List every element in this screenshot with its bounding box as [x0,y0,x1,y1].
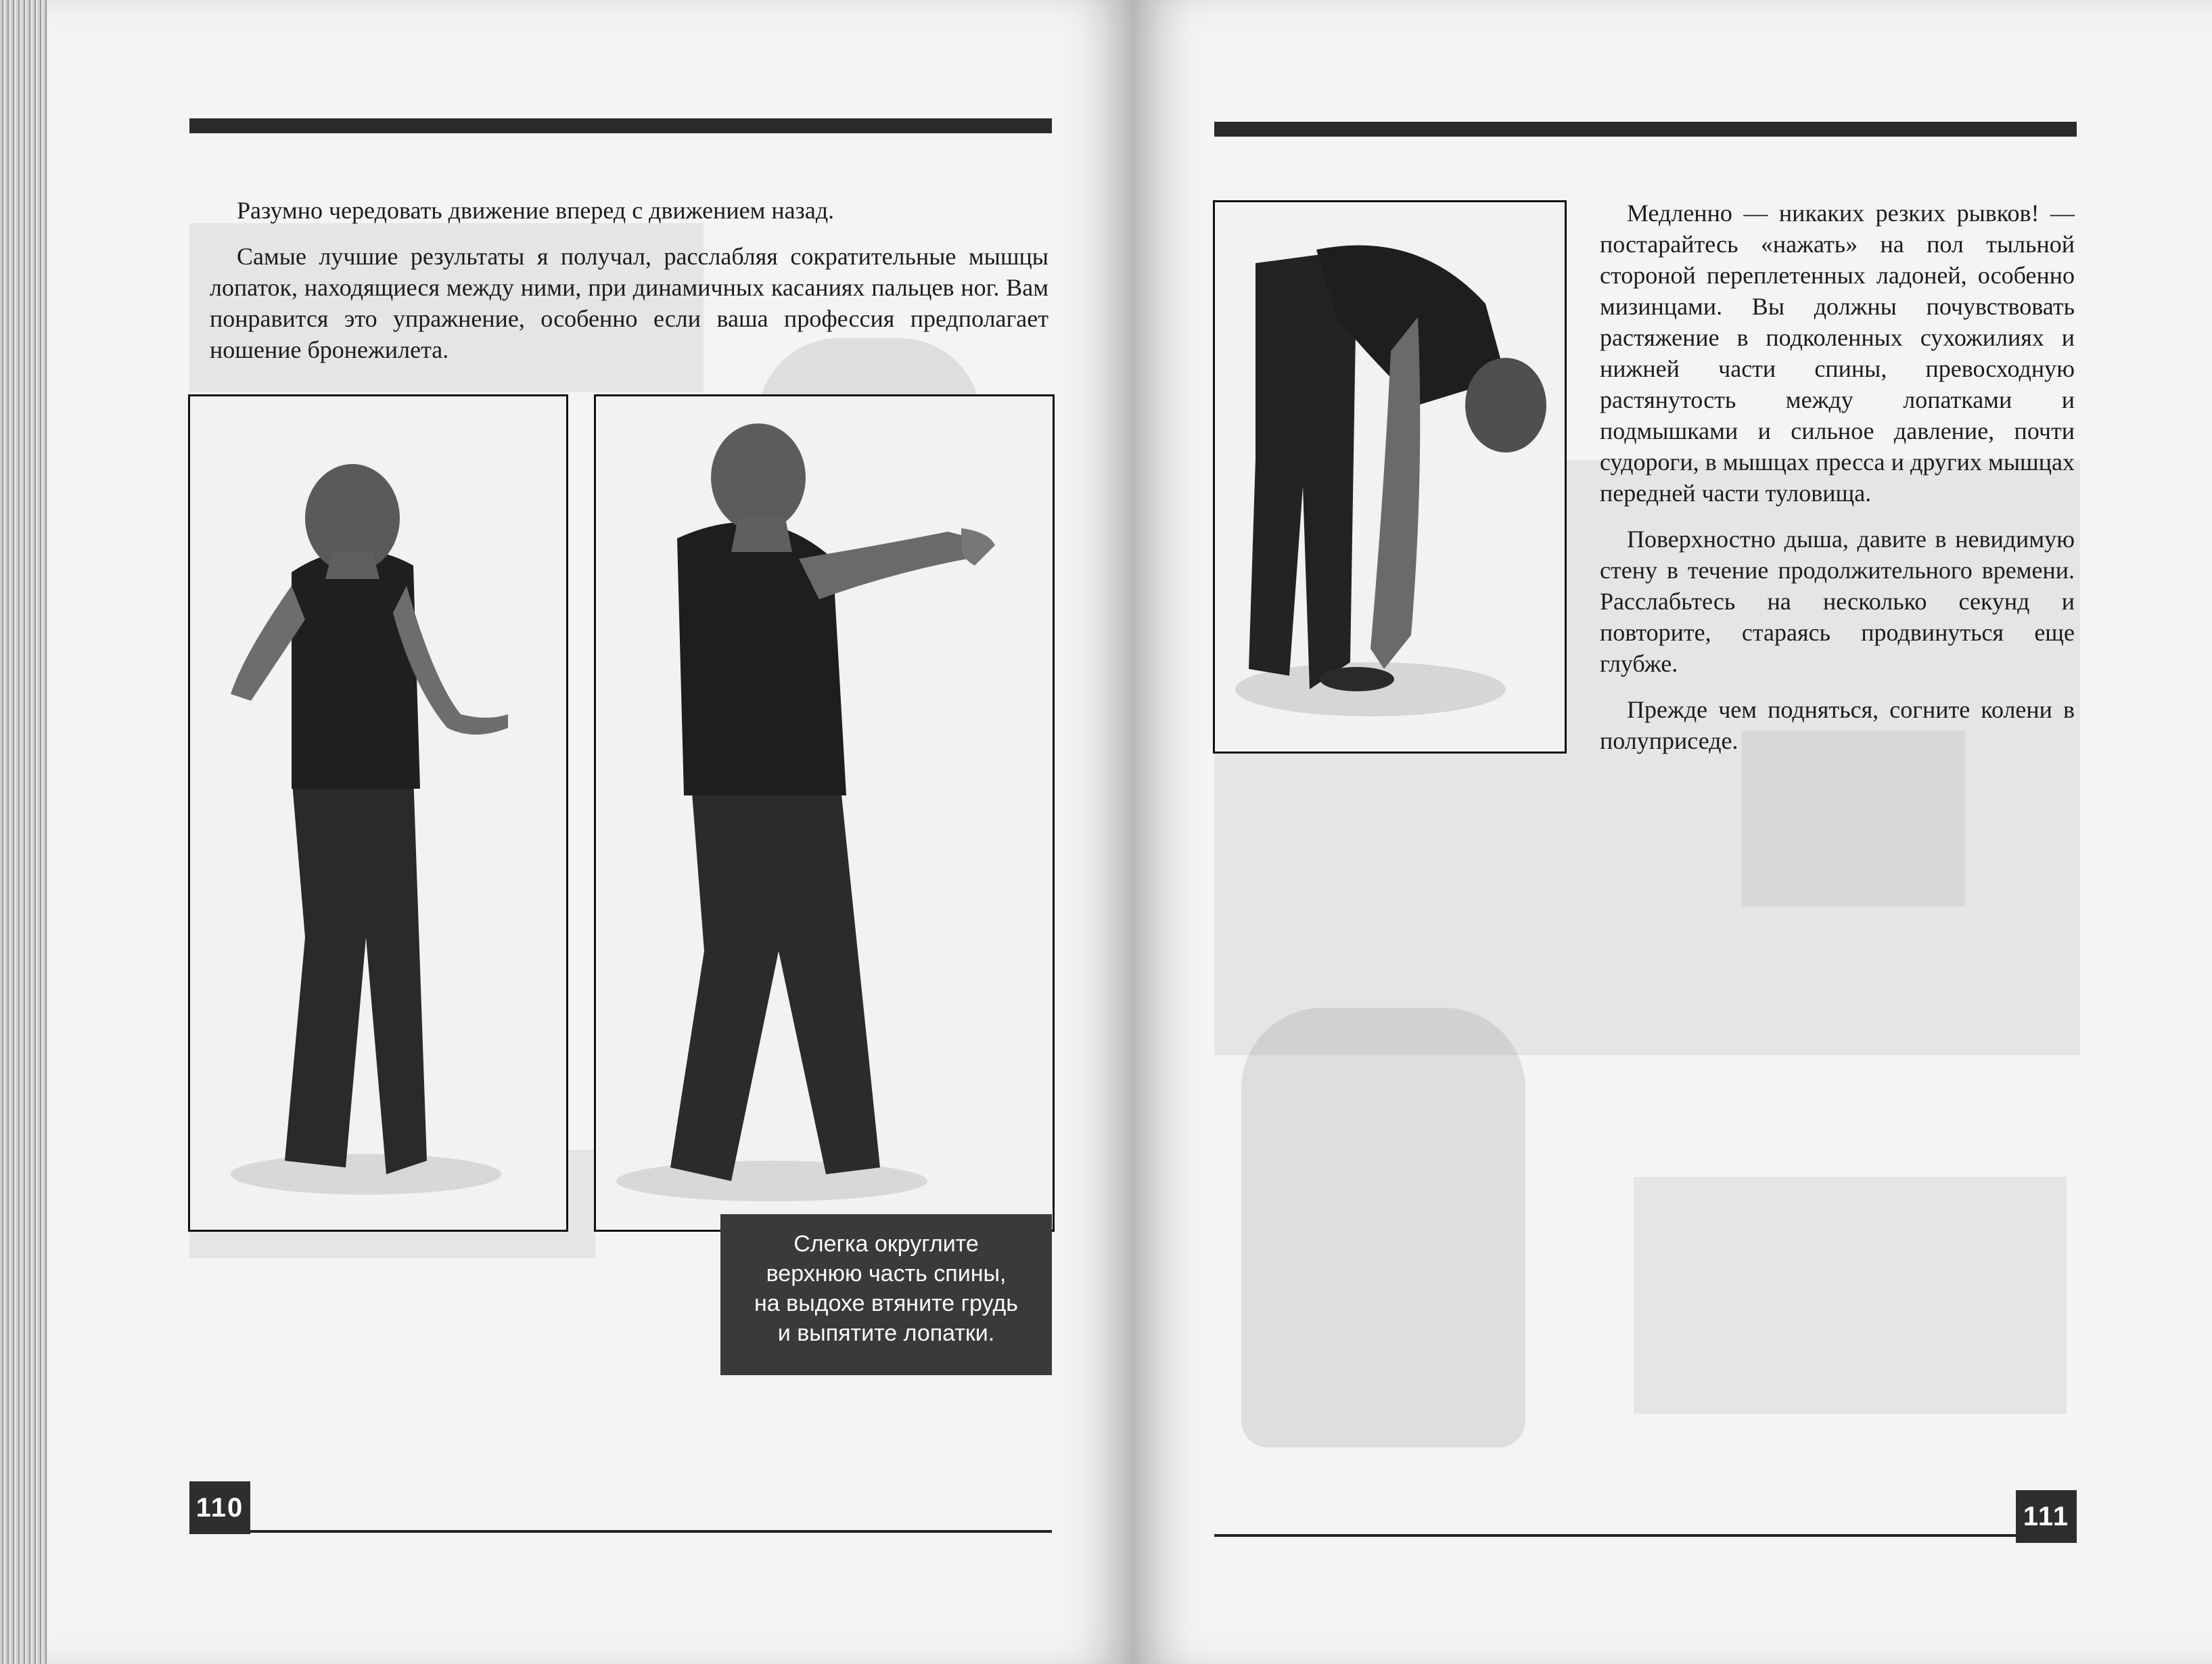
caption-line: на выдохе втяните грудь [754,1291,1018,1316]
bottom-rule [250,1530,1052,1533]
paragraph: Самые лучшие результаты я получал, расслабляя сократительные мышцы лопаток, находящиеся между ними, при динамичных касаниях пальцев ног. Вам понравится это упражнение, особенно если ваша профессия предполагает ношение бронежилета. [210,243,1049,363]
paragraph: Медленно — никаких резких рывков! — постарайтесь «нажать» на пол тыльной стороной переплетенных ладоней, особенно мизинцами. Вы должны почувствовать растяжение в подколенных сухожилиях и нижней части спины, превосходную растянутость между лопатками и подмышками и сильное давление, почти судороги, в мышцах пресса и других мышцах передней части туловища. [1600,200,2075,507]
bottom-rule [1214,1534,2016,1537]
page-number: 110 [189,1481,250,1534]
right-text [1600,198,2075,771]
paragraph: Поверхностно дыша, давите в невидимую стену в течение продолжительного времени. Расслабьтесь на несколько секунд и повторите, стараясь продвинуться еще глубже. [1600,526,2075,677]
page-edges [0,0,47,1664]
top-bar [1214,122,2077,137]
paragraph: Прежде чем подняться, согните колени в полуприседе. [1600,696,2075,754]
exercise-photo-forward-bend [1213,200,1567,754]
left-text [210,195,1049,380]
caption-line: и выпятите лопатки. [777,1320,995,1346]
exercise-photo-reach [594,394,1055,1232]
page-number: 111 [2016,1490,2077,1543]
right-page [1133,0,2212,1664]
exercise-caption [720,1214,1052,1375]
caption-line: Слегка округлите [793,1231,979,1257]
left-page [47,0,1133,1664]
top-bar [189,118,1052,133]
caption-line: верхнюю часть спины, [766,1261,1007,1287]
show-through-figure [1241,1008,1525,1448]
show-through [1634,1177,2067,1414]
exercise-photo-twist [188,394,568,1232]
paragraph: Разумно чередовать движение вперед с движением назад. [237,197,835,224]
